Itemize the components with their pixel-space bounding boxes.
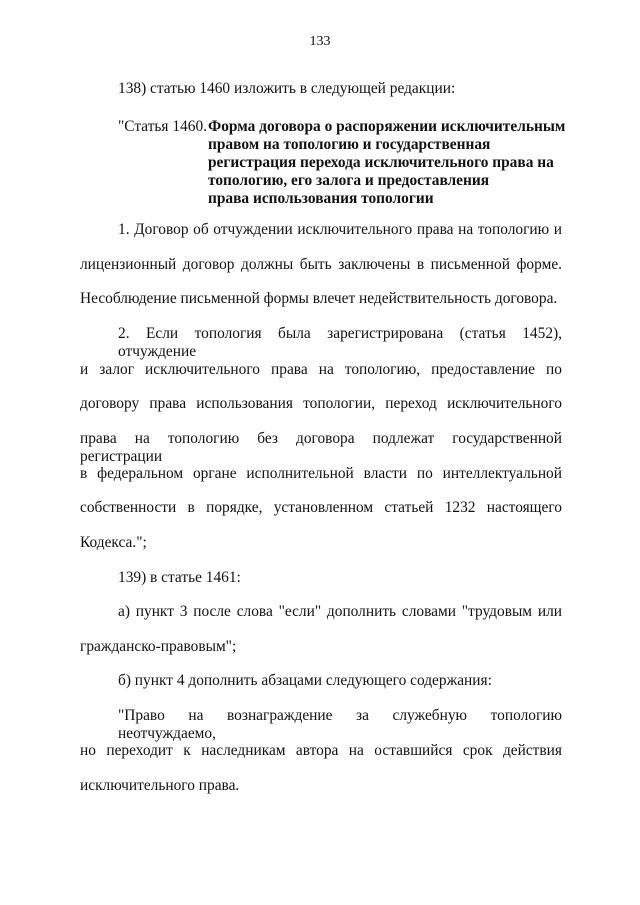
article-title-line: права использования топологии [208,190,434,207]
page-number: 133 [309,34,331,49]
item-a-line: гражданско-правовым"; [80,638,237,655]
paragraph-1-line: Несоблюдение письменной формы влечет недействительность договора. [80,290,558,307]
quote-line: но переходит к наследникам автора на оставшийся срок действия [80,742,562,759]
article-label: "Статья 1460. [118,118,207,135]
amendment-138-intro: 138) статью 1460 изложить в следующей редакции: [118,80,456,97]
paragraph-2-line: договору права использования топологии, переход исключительного [80,395,562,412]
paragraph-2-line: права на топологию без договора подлежат государственной регистрации [80,430,562,465]
paragraph-2-line: 2. Если топология была зарегистрирована (статья 1452), отчуждение [118,325,562,360]
article-title-line: регистрация перехода исключительного права на [208,154,554,171]
paragraph-2-line: в федеральном органе исполнительной власти по интеллектуальной [80,465,562,482]
item-b: б) пункт 4 дополнить абзацами следующего содержания: [118,672,492,689]
article-title [208,118,578,208]
paragraph-1-line: лицензионный договор должны быть заключены в письменной форме. [80,256,562,273]
article-title-line: правом на топологию и государственная [208,136,491,153]
article-title-line: топологию, его залога и предоставления [208,172,490,189]
quote-line: исключительного права. [80,777,240,794]
item-a-line: а) пункт 3 после слова "если" дополнить словами "трудовым или [118,603,562,620]
paragraph-1-line: 1. Договор об отчуждении исключительного права на топологию и [118,221,562,238]
quote-line: "Право на вознаграждение за служебную топологию неотчуждаемо, [118,707,562,742]
paragraph-2-line: Кодекса."; [80,534,147,551]
paragraph-2-line: и залог исключительного права на топологию, предоставление по [80,361,562,378]
paragraph-2-line: собственности в порядке, установленном статьей 1232 настоящего [80,499,562,516]
amendment-139-intro: 139) в статье 1461: [118,569,241,586]
article-title-line: Форма договора о распоряжении исключительным [208,118,566,135]
